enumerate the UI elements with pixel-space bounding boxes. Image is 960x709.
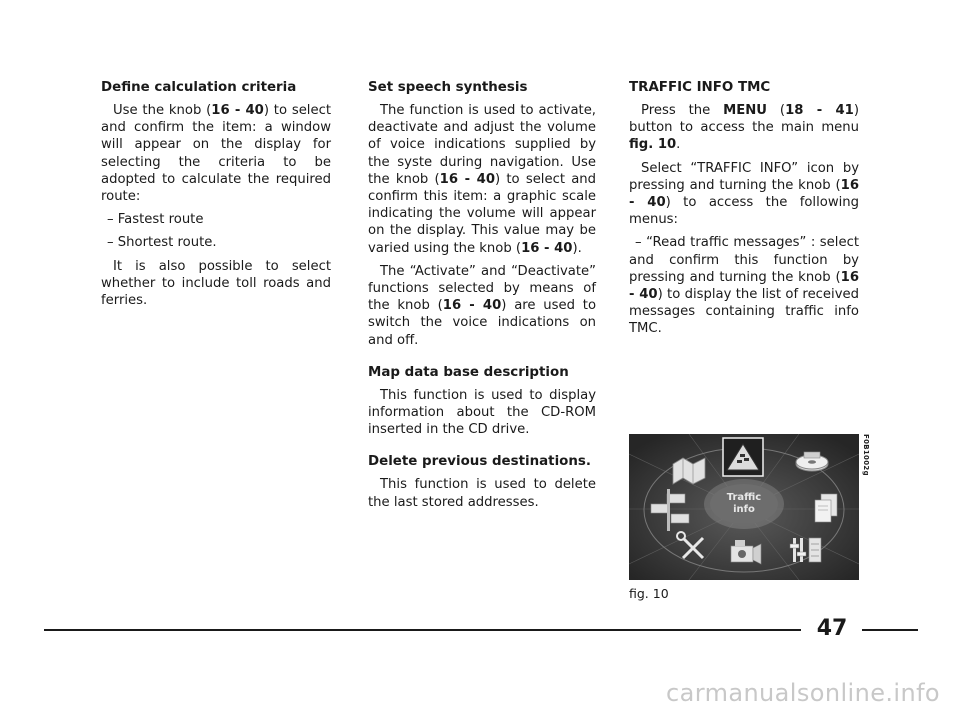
page-number: 47 xyxy=(816,616,848,641)
footer-rule-right xyxy=(862,629,918,631)
list-item-shortest-route: – Shortest route. xyxy=(107,235,217,251)
paragraph-map-data-base: This function is used to display information about the CD-ROM inserted in the CD drive. xyxy=(368,387,596,438)
paragraph-calculation-intro: Use the knob (16 - 40) to select and confirm the item: a window will appear on the display for selecting the criteria to be adopted to calculate the required route: xyxy=(101,103,332,205)
heading-define-calculation-criteria: Define calculation criteria xyxy=(101,80,297,95)
paragraph-speech-synthesis: The function is used to activate, deactivate and adjust the volume of voice indications supplied by the syste during navigation. Use the knob (16 - 40) to select and confirm this item: a graphic scale indicating the volume will appear on the display. This value may be varied using the knob (16 - 40). xyxy=(368,103,597,256)
watermark: carmanualsonline.info xyxy=(666,679,940,707)
map-icon xyxy=(673,458,705,484)
column-left xyxy=(101,78,331,315)
nav-menu-illustration xyxy=(629,434,859,580)
paragraph-select-traffic-info: Select “TRAFFIC INFO” icon by pressing and turning the knob (16 - 40) to access the following menus: xyxy=(629,160,859,228)
heading-map-data-base: Map data base description xyxy=(368,364,569,380)
column-right xyxy=(629,78,859,344)
heading-traffic-info-tmc: TRAFFIC INFO TMC xyxy=(629,80,771,95)
paragraph-press-menu: Press the MENU (18 - 41) button to access the main menu fig. 10. xyxy=(629,103,859,153)
figure-caption: fig. 10 xyxy=(629,586,669,601)
heading-delete-destinations: Delete previous destinations. xyxy=(368,454,591,470)
traffic-sign-icon xyxy=(723,438,763,476)
paragraph-toll-roads: It is also possible to select whether to include toll roads and ferries. xyxy=(101,258,331,309)
column-middle xyxy=(368,78,596,517)
footer-rule-left xyxy=(44,629,801,631)
traffic-info-label-line1: Traffic xyxy=(726,492,762,503)
paragraph-activate-deactivate: The “Activate” and “Deactivate” functions selected by means of the knob (16 - 40) are used to switch the voice indications on and off. xyxy=(368,263,597,348)
figure-nav-menu-screen xyxy=(629,434,859,580)
traffic-info-label-line2: info xyxy=(733,504,755,515)
heading-set-speech-synthesis: Set speech synthesis xyxy=(368,80,528,95)
list-item-read-traffic-messages: – “Read traffic messages” : select and confirm this function by pressing and turning the knob (16 - 40) to display the list of received messages containing traffic info TMC. xyxy=(629,235,859,337)
figure-code: F0B1002g xyxy=(862,434,870,476)
paragraph-delete-destinations: This function is used to delete the last stored addresses. xyxy=(368,477,596,510)
list-item-fastest-route: – Fastest route xyxy=(107,212,204,228)
